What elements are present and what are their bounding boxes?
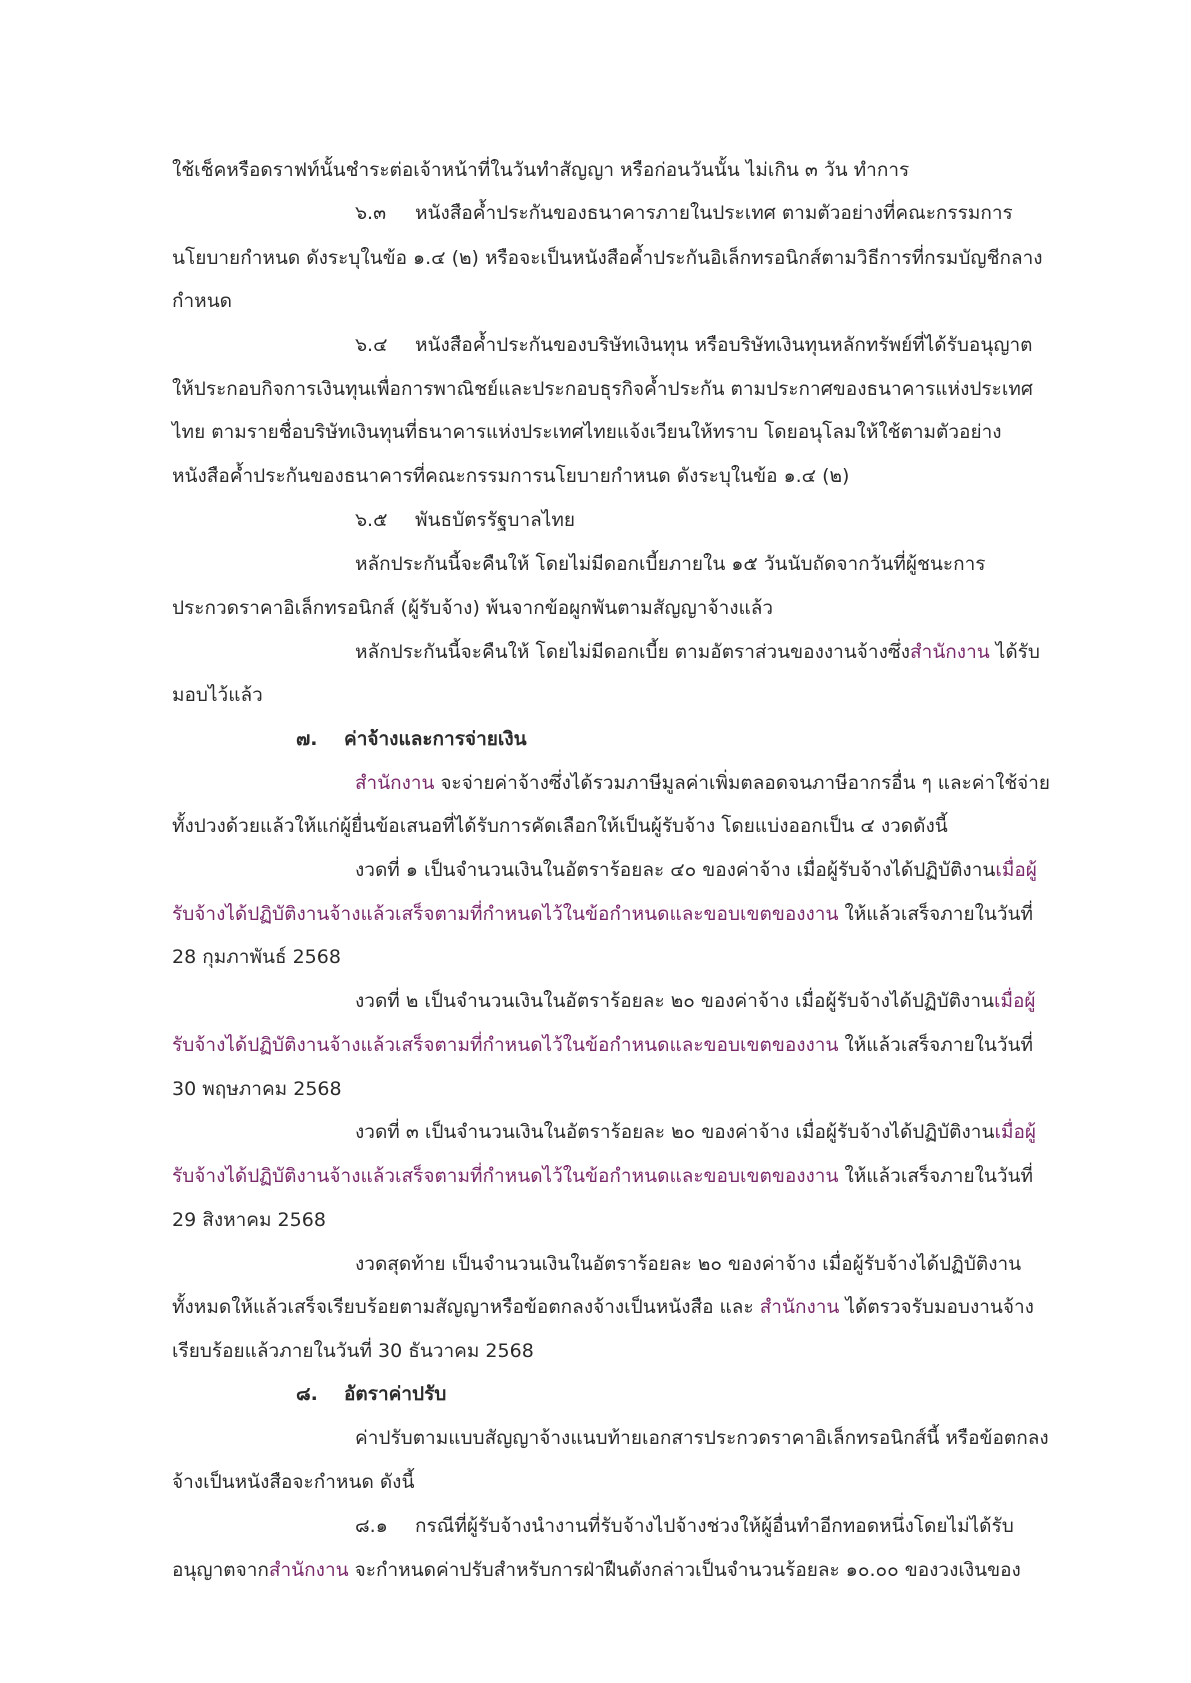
highlighted-text: รับจ้างได้ปฏิบัติงานจ้างแล้วเสร็จตามที่กำหนดไว้ในข้อกำหนดและขอบเขตของงาน <box>172 1034 839 1056</box>
text-segment: ทั้งปวงด้วยแล้วให้แก่ผู้ยื่นข้อเสนอที่ได้รับการคัดเลือกให้เป็นผู้รับจ้าง โดยแบ่งออกเป็น ๔ งวดดังนี้ <box>172 815 948 837</box>
text-line-l30 <box>355 1424 1049 1452</box>
text-segment: ทั้งหมดให้แล้วเสร็จเรียบร้อยตามสัญญาหรือข้อตกลงจ้างเป็นหนังสือ และ <box>172 1296 760 1318</box>
text-segment: จ้างเป็นหนังสือจะกำหนด ดังนี้ <box>172 1471 415 1493</box>
text-line-l04 <box>172 287 232 315</box>
text-segment: อัตราค่าปรับ <box>344 1383 447 1405</box>
text-segment: เรียบร้อยแล้วภายในวันที่ 30 ธันวาคม 2568 <box>172 1340 534 1362</box>
text-segment: งวดที่ ๓ เป็นจำนวนเงินในอัตราร้อยละ ๒๐ ของค่าจ้าง เมื่อผู้รับจ้างได้ปฏิบัติงาน <box>355 1121 995 1143</box>
text-line-l21 <box>172 1031 1033 1059</box>
text-segment: ไทย ตามรายชื่อบริษัทเงินทุนที่ธนาคารแห่งประเทศไทยแจ้งเวียนให้ทราบ โดยอนุโลมให้ใช้ตามตัวอย่าง <box>172 421 1002 443</box>
text-segment: หนังสือค้ำประกันของบริษัทเงินทุน หรือบริษัทเงินทุนหลักทรัพย์ที่ได้รับอนุญาต <box>415 334 1033 356</box>
text-segment: จะจ่ายค่าจ้างซึ่งได้รวมภาษีมูลค่าเพิ่มตลอดจนภาษีอากรอื่น ๆ และค่าใช้จ่าย <box>434 772 1051 794</box>
text-segment: งวดที่ ๑ เป็นจำนวนเงินในอัตราร้อยละ ๔๐ ของค่าจ้าง เมื่อผู้รับจ้างได้ปฏิบัติงาน <box>355 859 996 881</box>
text-segment: 28 กุมภาพันธ์ 2568 <box>172 946 341 968</box>
text-line-l02 <box>355 199 1013 227</box>
text-segment: กรณีที่ผู้รับจ้างนำงานที่รับจ้างไปจ้างช่วงให้ผู้อื่นทำอีกทอดหนึ่งโดยไม่ได้รับ <box>415 1515 1014 1537</box>
highlighted-text: เมื่อผู้ <box>994 1121 1037 1143</box>
highlighted-text: เมื่อผู้ <box>995 859 1037 881</box>
text-segment: ๗. <box>296 728 318 750</box>
text-segment: นโยบายกำหนด ดังระบุในข้อ ๑.๔ (๒) หรือจะเป็นหนังสือค้ำประกันอิเล็กทรอนิกส์ตามวิธีการที่กรมบัญชีกลาง <box>172 247 1043 269</box>
text-segment: หนังสือค้ำประกันของธนาคารที่คณะกรรมการนโยบายกำหนด ดังระบุในข้อ ๑.๔ (๒) <box>172 465 850 487</box>
text-segment: ๖.๔ <box>355 334 388 356</box>
text-line-l23 <box>355 1118 1036 1146</box>
highlighted-text: เมื่อผู้ <box>993 990 1036 1012</box>
text-segment: มอบไว้แล้ว <box>172 684 263 706</box>
highlighted-text: สำนักงาน <box>910 641 990 663</box>
text-line-l03 <box>172 244 1043 272</box>
text-segment: อนุญาตจาก <box>172 1559 269 1581</box>
text-segment: ให้แล้วเสร็จภายในวันที่ <box>838 903 1034 925</box>
text-segment: ๖.๕ <box>355 509 388 531</box>
text-segment: ๖.๓ <box>355 202 387 224</box>
text-segment: จะกำหนดค่าปรับสำหรับการฝ่าฝืนดังกล่าวเป็นจำนวนร้อยละ ๑๐.๐๐ ของวงเงินของ <box>348 1559 1021 1581</box>
text-segment: ได้รับ <box>989 641 1040 663</box>
text-segment: หลักประกันนี้จะคืนให้ โดยไม่มีดอกเบี้ย ตามอัตราส่วนของงานจ้างซึ่ง <box>355 641 911 663</box>
text-line-l15 <box>355 769 1052 797</box>
text-line-l26 <box>355 1250 1021 1278</box>
text-line-l18 <box>172 900 1033 928</box>
text-line-l07 <box>172 418 1002 446</box>
highlighted-text: สำนักงาน <box>759 1296 840 1318</box>
text-segment: หลักประกันนี้จะคืนให้ โดยไม่มีดอกเบี้ยภายใน ๑๕ วันนับถัดจากวันที่ผู้ชนะการ <box>355 553 986 575</box>
text-segment: งวดสุดท้าย เป็นจำนวนเงินในอัตราร้อยละ ๒๐ ของค่าจ้าง เมื่อผู้รับจ้างได้ปฏิบัติงาน <box>355 1253 1022 1275</box>
text-segment: ใช้เช็คหรือดราฟท์นั้นชำระต่อเจ้าหน้าที่ในวันทำสัญญา หรือก่อนวันนั้น ไม่เกิน ๓ วัน ทำการ <box>172 159 910 181</box>
text-line-l13 <box>172 681 263 709</box>
text-line-l16 <box>172 812 948 840</box>
text-line-l01 <box>172 156 909 184</box>
highlighted-text: สำนักงาน <box>268 1559 349 1581</box>
text-segment: ค่าจ้างและการจ่ายเงิน <box>344 728 527 750</box>
text-line-l32 <box>355 1512 1014 1540</box>
text-line-l27 <box>172 1293 1034 1321</box>
highlighted-text: สำนักงาน <box>355 772 435 794</box>
highlighted-text: รับจ้างได้ปฏิบัติงานจ้างแล้วเสร็จตามที่กำหนดไว้ในข้อกำหนดและขอบเขตของงาน <box>172 1165 839 1187</box>
text-line-l14 <box>296 725 527 753</box>
text-line-l33 <box>172 1556 1021 1584</box>
text-line-l17 <box>355 856 1037 884</box>
text-line-l06 <box>172 375 1033 403</box>
text-line-l29 <box>296 1380 446 1408</box>
text-line-l12 <box>355 638 1040 666</box>
text-line-l20 <box>355 987 1036 1015</box>
text-segment: พันธบัตรรัฐบาลไทย <box>415 509 575 531</box>
text-segment: หนังสือค้ำประกันของธนาคารภายในประเทศ ตามตัวอย่างที่คณะกรรมการ <box>415 202 1013 224</box>
text-segment: ๘. <box>296 1383 318 1405</box>
text-segment: ให้แล้วเสร็จภายในวันที่ <box>838 1165 1034 1187</box>
text-line-l31 <box>172 1468 414 1496</box>
text-segment: ค่าปรับตามแบบสัญญาจ้างแนบท้ายเอกสารประกวดราคาอิเล็กทรอนิกส์นี้ หรือข้อตกลง <box>355 1427 1049 1449</box>
text-segment: ได้ตรวจรับมอบงานจ้าง <box>839 1296 1034 1318</box>
text-line-l24 <box>172 1162 1033 1190</box>
text-line-l25 <box>172 1206 326 1234</box>
text-line-l22 <box>172 1075 342 1103</box>
text-line-l11 <box>172 594 773 622</box>
text-line-l08 <box>172 462 849 490</box>
text-line-l09 <box>355 506 575 534</box>
text-segment: ให้ประกอบกิจการเงินทุนเพื่อการพาณิชย์และประกอบธุรกิจค้ำประกัน ตามประกาศของธนาคารแห่งประเทศ <box>172 378 1033 400</box>
text-line-l19 <box>172 943 341 971</box>
text-segment: งวดที่ ๒ เป็นจำนวนเงินในอัตราร้อยละ ๒๐ ของค่าจ้าง เมื่อผู้รับจ้างได้ปฏิบัติงาน <box>355 990 994 1012</box>
text-segment: ๘.๑ <box>355 1515 388 1537</box>
highlighted-text: รับจ้างได้ปฏิบัติงานจ้างแล้วเสร็จตามที่กำหนดไว้ในข้อกำหนดและขอบเขตของงาน <box>172 903 839 925</box>
text-segment: ให้แล้วเสร็จภายในวันที่ <box>838 1034 1034 1056</box>
text-line-l10 <box>355 550 985 578</box>
text-line-l28 <box>172 1337 534 1365</box>
text-segment: 30 พฤษภาคม 2568 <box>172 1078 342 1100</box>
text-segment: 29 สิงหาคม 2568 <box>172 1209 326 1231</box>
text-line-l05 <box>355 331 1033 359</box>
text-segment: ประกวดราคาอิเล็กทรอนิกส์ (ผู้รับจ้าง) พ้นจากข้อผูกพันตามสัญญาจ้างแล้ว <box>172 597 774 619</box>
text-segment: กำหนด <box>172 290 233 312</box>
